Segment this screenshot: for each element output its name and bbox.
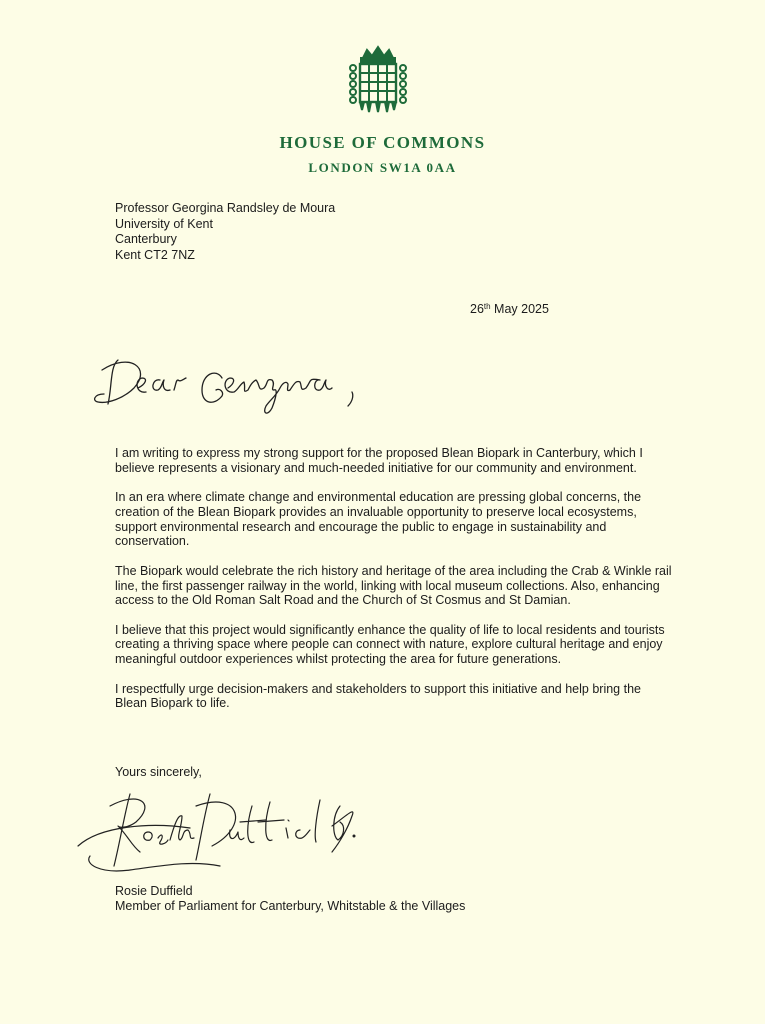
body-paragraph: In an era where climate change and environmental education are pressing global concerns, the creation of the Blean Biopark provides an invaluable opportunity to preserve local ecosystems, support environmental research and encourage the public to engage in sustainability and conservation. (115, 490, 642, 549)
signer-title: Member of Parliament for Canterbury, Whitstable & the Villages (115, 899, 466, 914)
body-paragraph: I believe that this project would significantly enhance the quality of life to local residents and tourists creating a thriving space where people can connect with nature, explore cultural heritage and enjoy meaningful outdoor experiences whilst protecting the area for future generations. (115, 622, 665, 667)
letter-date (470, 302, 549, 316)
body-paragraph: The Biopark would celebrate the rich history and heritage of the area including the Crab & Winkle rail line, the first passenger railway in the world, linking with local museum collections. Also, enhancing access to the Old Roman Salt Road and the Church of St Cosmus and St Damian. (115, 563, 672, 608)
signer-block (115, 884, 465, 915)
letterhead-address: LONDON SW1A 0AA (308, 160, 457, 175)
handwritten-signature (70, 786, 360, 886)
portcullis-icon (347, 44, 409, 116)
recipient-address (115, 201, 335, 263)
recipient-line: Professor Georgina Randsley de Moura (115, 201, 336, 215)
recipient-line: Canterbury (115, 232, 177, 247)
date-month-year: May 2025 (490, 302, 549, 316)
letterhead-title: HOUSE OF COMMONS (279, 133, 486, 152)
recipient-line: Kent CT2 7NZ (115, 247, 195, 262)
letter-body (115, 446, 675, 726)
handwritten-salutation (90, 348, 390, 428)
signer-name: Rosie Duffield (115, 884, 193, 898)
body-paragraph: I am writing to express my strong support for the proposed Blean Biopark in Canterbury, which I believe represents a visionary and much-needed initiative for our community and environment. (115, 446, 643, 475)
body-paragraph: I respectfully urge decision-makers and stakeholders to support this initiative and help bring the Blean Biopark to life. (115, 681, 641, 711)
date-day: 26 (470, 302, 484, 316)
closing-line: Yours sincerely, (115, 765, 202, 779)
recipient-line: University of Kent (115, 216, 213, 231)
date-suffix: th (483, 302, 491, 311)
